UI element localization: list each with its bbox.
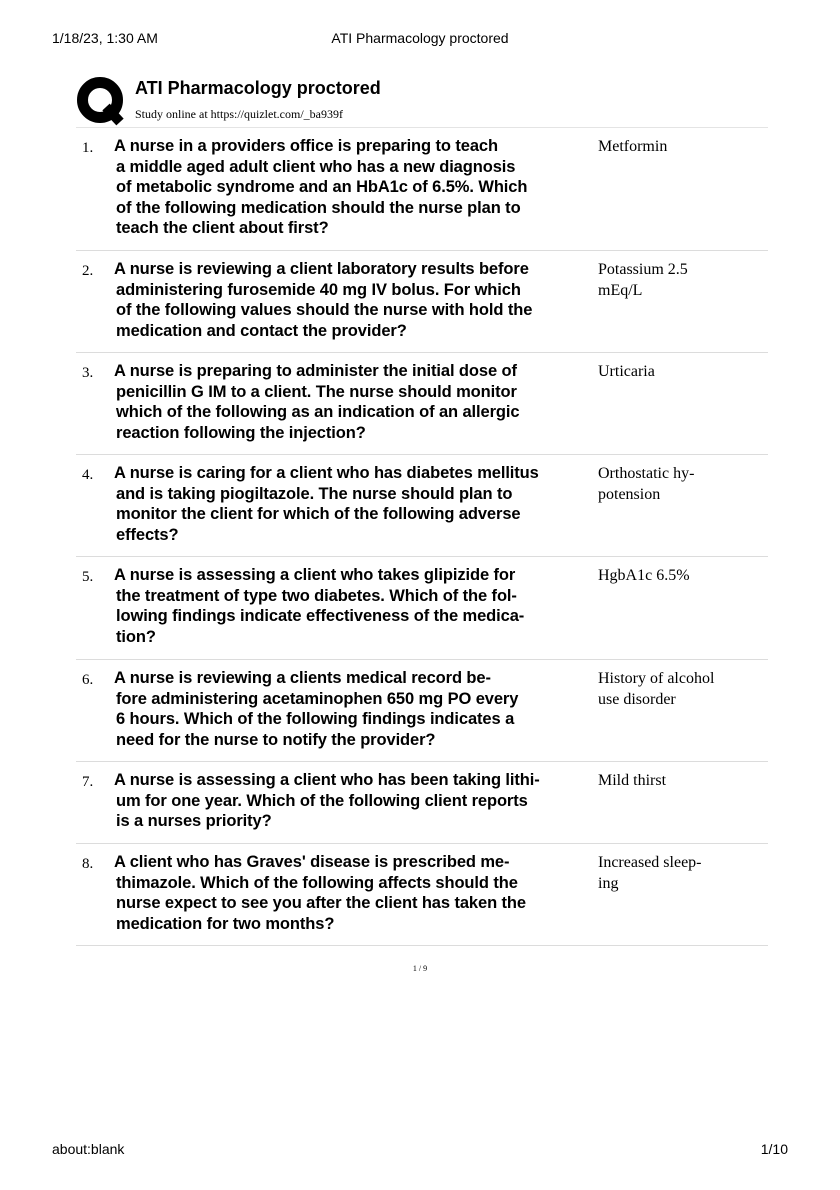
question-line: administering furosemide 40 mg IV bolus. For which [116,280,521,299]
brand-header [76,76,768,128]
question-line: A nurse in a providers office is preparing to teach [114,137,498,155]
answer-line: Potassium 2.5 [598,261,688,278]
print-date: 1/18/23, 1:30 AM [52,30,158,46]
card-question [114,668,594,750]
answer-line: use disorder [598,690,676,708]
question-line: penicillin G IM to a client. The nurse should monitor [116,382,517,401]
question-line: teach the client about first? [116,219,329,238]
print-header [52,30,788,50]
flashcard-row [76,557,768,660]
question-line: A nurse is caring for a client who has diabetes mellitus [114,464,539,482]
card-answer [598,771,766,792]
answer-line: Metformin [598,138,668,155]
card-answer [598,669,766,710]
question-line: fore administering acetaminophen 650 mg PO every [116,689,519,708]
question-line: is a nurses priority? [116,812,272,831]
flashcard-row [76,762,768,844]
card-answer [598,464,766,505]
answer-line: Mild thirst [598,772,667,789]
question-line: tion? [116,627,156,646]
page-number: 1 / 9 [412,964,428,973]
question-line: and is taking piogiltazole. The nurse should plan to [116,484,513,503]
brand-title: ATI Pharmacology proctored [135,78,381,98]
answer-line: ing [598,874,619,892]
print-url: about:blank [52,1141,125,1157]
question-line: um for one year. Which of the following client reports [116,791,528,810]
answer-line: Increased sleep- [598,854,702,871]
question-line: a middle aged adult client who has a new diagnosis [116,157,516,176]
question-line: which of the following as an indication of an allergic [116,403,520,422]
card-number: 5. [82,569,94,585]
print-footer [52,1141,788,1161]
question-line: A nurse is reviewing a clients medical record be- [114,669,491,687]
question-line: A nurse is reviewing a client laboratory results before [114,260,529,278]
card-number: 4. [82,467,94,483]
question-line: need for the nurse to notify the provider? [116,730,436,749]
answer-line: Urticaria [598,363,655,380]
card-question [114,259,594,341]
question-line: of the following values should the nurse with hold the [116,301,533,320]
question-line: 6 hours. Which of the following findings indicates a [116,710,515,729]
question-line: A client who has Graves' disease is prescribed me- [114,853,510,871]
card-number: 1. [82,140,94,156]
card-number: 6. [82,672,94,688]
quizlet-q-logo-icon [76,76,126,126]
question-line: reaction following the injection? [116,423,366,442]
flashcard-row [76,251,768,353]
card-answer [598,566,766,587]
question-line: A nurse is assessing a client who takes glipizide for [114,566,516,584]
question-line: medication and contact the provider? [116,321,407,340]
print-page-count: 1/10 [760,1141,788,1157]
question-line: effects? [116,525,179,544]
card-question [114,565,594,647]
question-line: A nurse is assessing a client who has been taking lithi- [114,771,540,789]
question-line: the treatment of type two diabetes. Which of the fol- [116,586,517,605]
card-number: 7. [82,774,94,790]
answer-line: History of alcohol [598,670,715,687]
card-question [114,463,594,545]
question-line: A nurse is preparing to administer the initial dose of [114,362,517,380]
print-title: ATI Pharmacology proctored [331,30,509,46]
card-question [114,852,594,934]
question-line: monitor the client for which of the following adverse [116,505,521,524]
flashcard-row [76,353,768,455]
card-question [114,770,594,832]
flashcard-row [76,844,768,946]
card-question [114,136,594,239]
question-line: thimazole. Which of the following affects should the [116,873,518,892]
question-line: medication for two months? [116,914,335,933]
question-line: lowing findings indicate effectiveness of the medica- [116,607,525,626]
answer-line: potension [598,485,661,503]
card-question [114,361,594,443]
brand-study-link[interactable]: Study online at https://quizlet.com/_ba939f [135,107,343,121]
flashcard-list [76,127,768,946]
flashcard-row [76,660,768,762]
card-number: 2. [82,263,94,279]
card-number: 3. [82,365,94,381]
answer-line: mEq/L [598,281,643,299]
question-line: nurse expect to see you after the client has taken the [116,894,526,913]
card-answer [598,137,766,158]
flashcard-row [76,455,768,557]
card-answer [598,853,766,894]
answer-line: HgbA1c 6.5% [598,567,690,584]
flashcard-row [76,128,768,251]
card-answer [598,362,766,383]
question-line: of the following medication should the nurse plan to [116,198,521,217]
question-line: of metabolic syndrome and an HbA1c of 6.5%. Which [116,178,528,197]
card-number: 8. [82,856,94,872]
card-answer [598,260,766,301]
answer-line: Orthostatic hy- [598,465,695,482]
